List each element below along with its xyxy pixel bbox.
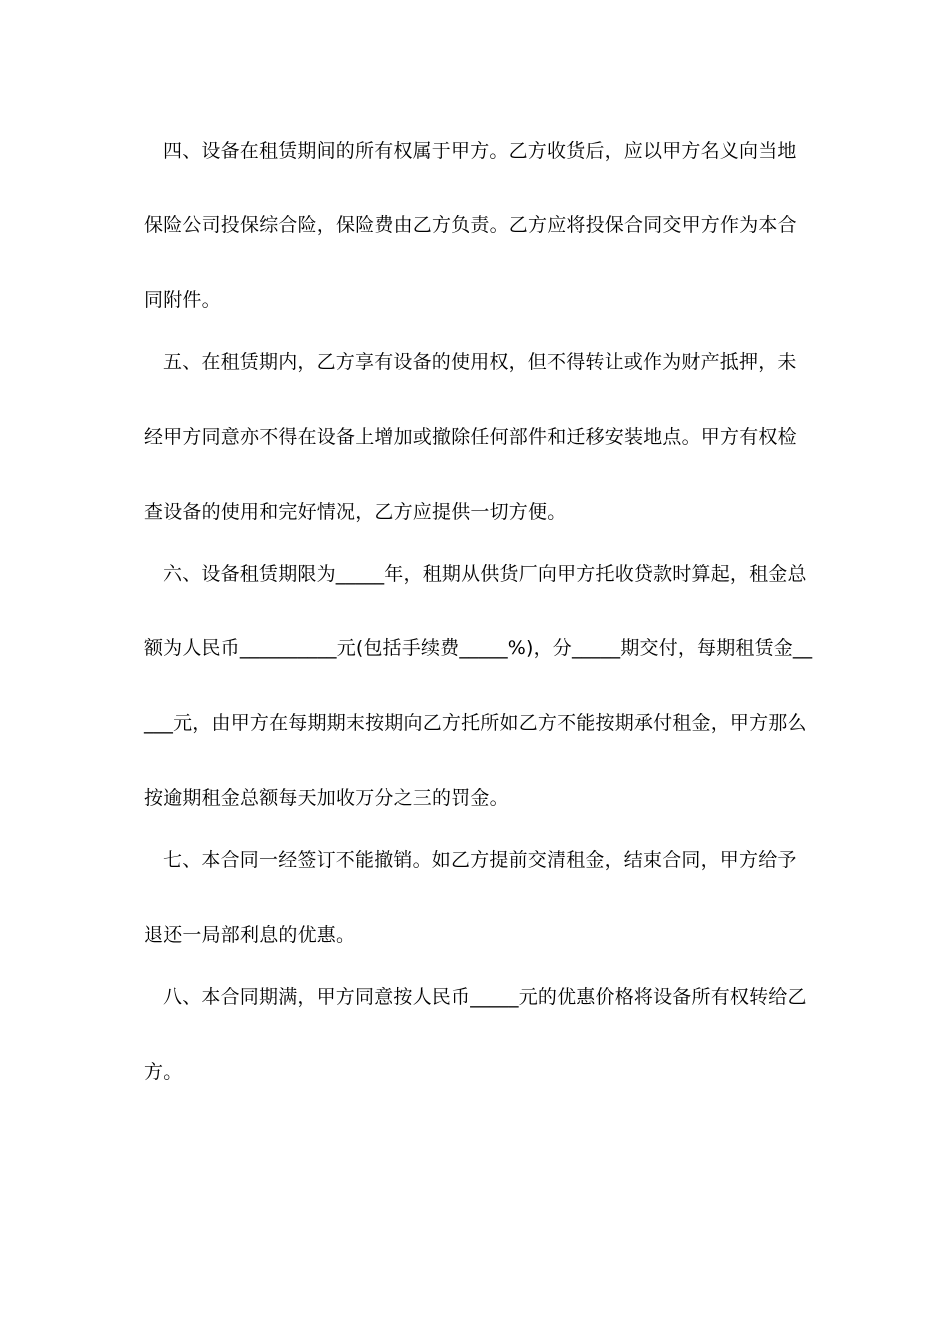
clause-4-line-3: 同附件。 (144, 289, 221, 311)
clause-5-line-1: 五、在租赁期内，乙方享有设备的使用权，但不得转让或作为财产抵押，未 (163, 351, 797, 373)
clause-6-line-4: 按逾期租金总额每天加收万分之三的罚金。 (144, 787, 509, 809)
clause-6-line-1: 六、设备租赁期限为_____年，租期从供货厂向甲方托收贷款时算起，租金总 (163, 563, 807, 585)
clause-6-line-2: 额为人民币__________元(包括手续费_____%)，分_____期交付，每期租赁金__ (144, 637, 813, 659)
clause-8-line-2: 方。 (144, 1061, 183, 1083)
clause-5-line-2: 经甲方同意亦不得在设备上增加或撤除任何部件和迁移安装地点。甲方有权检 (144, 426, 797, 448)
clause-4-line-1: 四、设备在租赁期间的所有权属于甲方。乙方收货后，应以甲方名义向当地 (163, 140, 797, 162)
clause-7-line-1: 七、本合同一经签订不能撤销。如乙方提前交清租金，结束合同，甲方给予 (163, 849, 797, 871)
clause-7-line-2: 退还一局部利息的优惠。 (144, 924, 356, 946)
clause-4-line-2: 保险公司投保综合险，保险费由乙方负责。乙方应将投保合同交甲方作为本合 (144, 214, 797, 236)
clause-8-line-1: 八、本合同期满，甲方同意按人民币_____元的优惠价格将设备所有权转给乙 (163, 986, 807, 1008)
clause-5-line-3: 查设备的使用和完好情况，乙方应提供一切方便。 (144, 501, 567, 523)
clause-6-line-3: ___元，由甲方在每期期末按期向乙方托所如乙方不能按期承付租金，甲方那么 (144, 712, 807, 734)
